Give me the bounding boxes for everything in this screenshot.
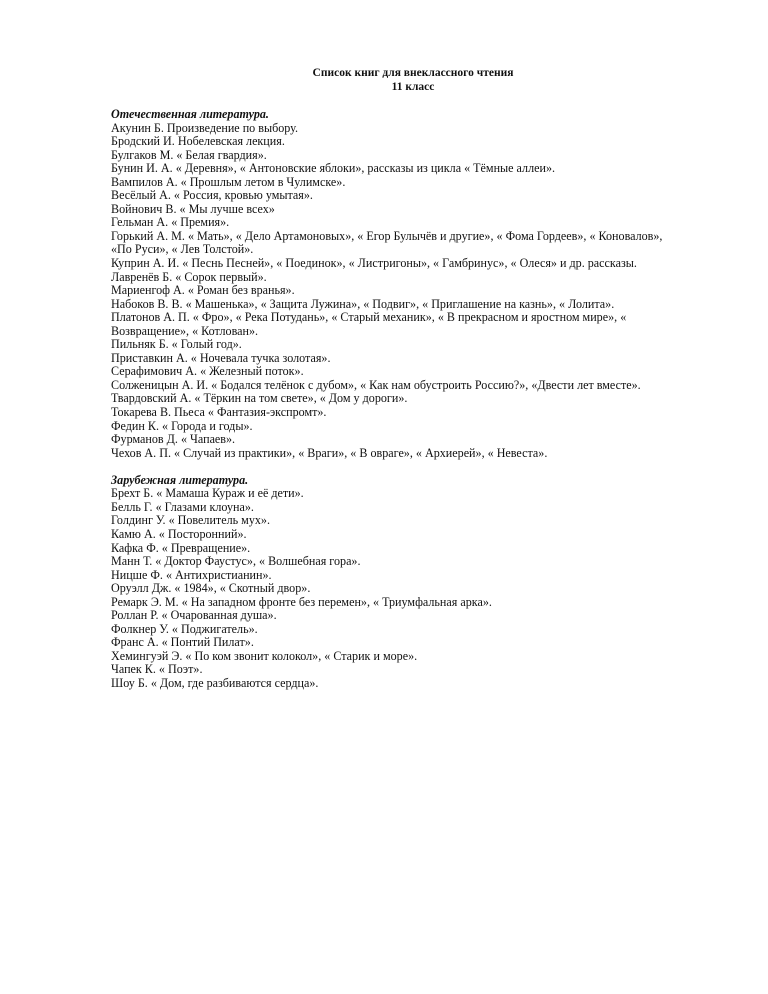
list-item-text: Манн Т. « Доктор Фаустус», « Волшебная гора». [111,554,361,569]
section-heading: Отечественная литература. [111,107,269,121]
list-item-text: Возвращение», « Котлован». [111,323,259,338]
list-item-text: Роллан Р. « Очарованная душа». [111,608,277,623]
list-item [111,392,711,406]
list-item-text: Бродский И. Нобелевская лекция. [111,134,285,149]
list-item [111,663,711,677]
section-domestic-literature [111,108,711,460]
list-item-text: Весёлый А. « Россия, кровью умытая». [111,188,313,203]
list-item-text: Серафимович А. « Железный поток». [111,364,304,379]
list-item [111,176,711,190]
list-item [111,216,711,230]
list-item [111,514,711,528]
list-item-text: Федин К. « Города и годы». [111,418,253,433]
list-item-text: «По Руси», « Лев Толстой». [111,242,254,257]
list-item [111,365,711,379]
list-item-text: Куприн А. И. « Песнь Песней», « Поединок», « Листригоны», « Гамбринус», « Олеся» и др. рассказы. [111,256,637,271]
list-item-text: Камю А. « Посторонний». [111,526,247,541]
list-item-text: Кафка Ф. « Превращение». [111,540,251,555]
list-item-text: Лавренёв Б. « Сорок первый». [111,269,267,284]
book-list-domestic [111,122,711,461]
list-item-text: Белль Г. « Глазами клоуна». [111,499,254,514]
list-item [111,122,711,136]
list-item [111,162,711,176]
list-item [111,623,711,637]
document-title-block [0,67,768,94]
list-item-text: Гельман А. « Премия». [111,215,230,230]
list-item-text: Горький А. М. « Мать», « Дело Артамоновых», « Егор Булычёв и другие», « Фома Гордеев», « Коновалов», [111,228,663,243]
list-item-text: Токарева В. Пьеса « Фантазия-экспромт». [111,405,327,420]
list-item [111,379,711,393]
list-item [111,352,711,366]
list-item-text: Бунин И. А. « Деревня», « Антоновские яблоки», рассказы из цикла « Тёмные аллеи». [111,161,556,176]
list-item [111,433,711,447]
list-item [111,338,711,352]
list-item-text: Твардовский А. « Тёркин на том свете», « Дом у дороги». [111,391,408,406]
list-item-text: Платонов А. П. « Фро», « Река Потудань», « Старый механик», « В прекрасном и яростном мире», « [111,310,627,325]
book-list-foreign [111,487,711,690]
list-item [111,569,711,583]
list-item [111,406,711,420]
list-item [111,420,711,434]
list-item [111,230,711,257]
section-foreign-literature [111,474,711,691]
list-item [111,298,711,312]
list-item [111,555,711,569]
list-item [111,257,711,271]
list-item-text: Приставкин А. « Ночевала тучка золотая». [111,350,331,365]
list-item-text: Хемингуэй Э. « По ком звонит колокол», « Старик и море». [111,648,418,663]
list-item [111,311,711,338]
list-item-text: Оруэлл Дж. « 1984», « Скотный двор». [111,581,311,596]
list-item [111,203,711,217]
list-item [111,677,711,691]
list-item-text: Ремарк Э. М. « На западном фронте без перемен», « Триумфальная арка». [111,594,492,609]
list-item [111,284,711,298]
list-item-text: Акунин Б. Произведение по выбору. [111,120,299,135]
section-heading: Зарубежная литература. [111,472,249,487]
list-item [111,528,711,542]
list-item [111,135,711,149]
list-item-text: Булгаков М. « Белая гвардия». [111,147,267,162]
list-item-text: Мариенгоф А. « Роман без вранья». [111,283,295,298]
list-item-text: Фолкнер У. « Поджигатель». [111,621,258,636]
list-item [111,650,711,664]
list-item-text: Брехт Б. « Мамаша Кураж и её дети». [111,486,304,501]
list-item [111,149,711,163]
list-item [111,447,711,461]
list-item-text: Шоу Б. « Дом, где разбиваются сердца». [111,675,319,690]
document-title: Список книг для внеклассного чтения [312,67,514,79]
list-item [111,596,711,610]
list-item-text: Вампилов А. « Прошлым летом в Чулимске». [111,174,346,189]
section-spacer [111,460,711,474]
list-item-text: Набоков В. В. « Машенька», « Защита Лужина», « Подвиг», « Приглашение на казнь», « Лолита». [111,296,615,311]
list-item-text: Пильняк Б. « Голый год». [111,337,242,352]
list-item-text: Чехов А. П. « Случай из практики», « Враги», « В овраге», « Архиерей», « Невеста». [111,445,548,460]
list-item [111,487,711,501]
list-item-text: Голдинг У. « Повелитель мух». [111,513,270,528]
document-grade: 11 класс [391,80,435,93]
list-item-text: Фурманов Д. « Чапаев». [111,432,236,447]
list-item [111,271,711,285]
list-item-text: Чапек К. « Поэт». [111,662,203,677]
list-item [111,189,711,203]
list-item [111,609,711,623]
book-list [111,108,711,691]
list-item-text: Войнович В. « Мы лучше всех» [111,201,275,216]
list-item [111,542,711,556]
list-item-text: Ницше Ф. « Антихристианин». [111,567,272,582]
list-item [111,501,711,515]
list-item-text: Франс А. « Понтий Пилат». [111,635,254,650]
list-item [111,582,711,596]
list-item [111,636,711,650]
list-item-text: Солженицын А. И. « Бодался телёнок с дубом», « Как нам обустроить Россию?», «Двести лет вместе». [111,377,641,392]
